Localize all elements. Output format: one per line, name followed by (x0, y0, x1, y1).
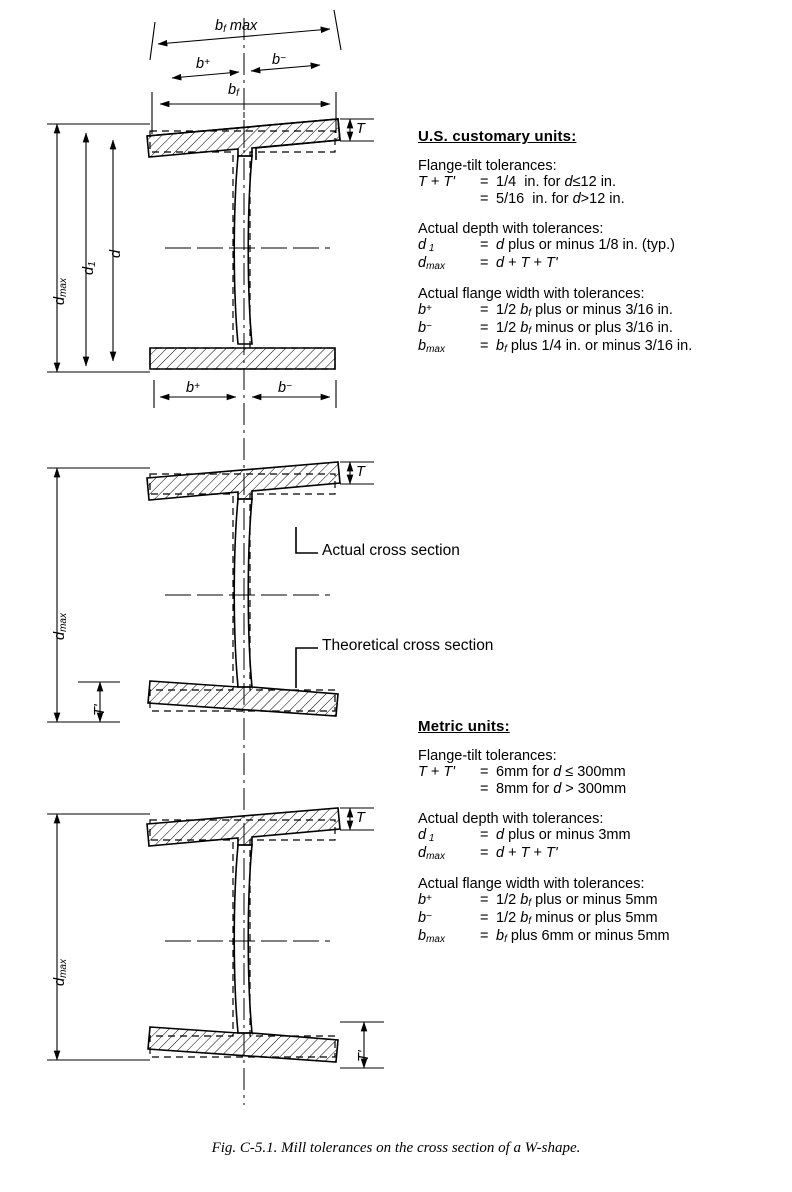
us-row-symbol (418, 191, 480, 208)
us-row-value: d plus or minus 1/8 in. (typ.) (496, 237, 675, 253)
table-row (418, 764, 626, 781)
metric-row-value: 6mm for d ≤ 300mm (496, 764, 626, 780)
label-bf: bf (228, 82, 239, 99)
metric-row-eq: = (480, 845, 489, 861)
us-customary-heading: U.S. customary units: (418, 128, 577, 145)
table-row (418, 928, 670, 946)
us-row-symbol: dmax (418, 255, 445, 272)
table-row (418, 320, 692, 338)
metric-row-symbol: dmax (418, 845, 445, 862)
label-b-plus-top: b+ (196, 56, 210, 72)
metric-row-symbol: T + T' (418, 764, 456, 780)
us-row-eq: = (480, 174, 489, 190)
metric-row-value: bf plus 6mm or minus 5mm (496, 928, 670, 945)
us-row-value: 1/2 bf minus or plus 3/16 in. (496, 320, 673, 337)
label-d-fig1: d (108, 249, 124, 258)
table-row (418, 191, 625, 208)
label-Tprime-fig2: T' (92, 704, 108, 716)
table-row (418, 237, 675, 255)
metric-row-symbol: bmax (418, 928, 445, 945)
metric-flange-tilt-title: Flange-tilt tolerances: (418, 748, 557, 764)
metric-row-value: 1/2 bf plus or minus 5mm (496, 892, 658, 909)
us-row-eq: = (480, 302, 489, 318)
us-row-symbol: b+ (418, 302, 432, 318)
label-bf-max: bf max (215, 18, 258, 35)
us-row-symbol: b− (418, 320, 432, 336)
us-row-symbol: d 1 (418, 237, 435, 254)
table-row (418, 845, 631, 863)
metric-row-eq: = (480, 764, 489, 780)
us-row-value: 1/2 bf plus or minus 3/16 in. (496, 302, 673, 319)
label-d1-fig1: d1 (81, 261, 98, 275)
metric-row-eq: = (480, 892, 489, 908)
callout-actual-cross-section: Actual cross section (322, 542, 460, 559)
metric-row-symbol: d 1 (418, 827, 435, 844)
us-row-value: 1/4 in. for d≤12 in. (496, 174, 617, 190)
us-depth-rows (418, 237, 675, 273)
metric-depth-rows (418, 827, 631, 863)
label-b-minus-top: b− (272, 52, 286, 68)
table-row (418, 781, 626, 798)
us-row-eq: = (480, 320, 489, 336)
us-row-eq: = (480, 338, 489, 354)
metric-row-symbol: b− (418, 910, 432, 926)
us-flange-tilt-title: Flange-tilt tolerances: (418, 158, 557, 174)
us-row-eq: = (480, 191, 489, 207)
table-row (418, 255, 675, 273)
metric-row-eq: = (480, 827, 489, 843)
us-flange-width-rows (418, 302, 692, 356)
metric-row-symbol: b+ (418, 892, 432, 908)
label-T-fig2: T (356, 464, 365, 480)
metric-block (418, 718, 778, 946)
table-row (418, 338, 692, 356)
us-depth-title: Actual depth with tolerances: (418, 221, 604, 237)
callout-theoretical-cross-section: Theoretical cross section (322, 637, 494, 654)
us-flange-tilt-rows (418, 174, 625, 208)
metric-heading: Metric units: (418, 718, 510, 735)
metric-row-symbol (418, 781, 480, 798)
label-dmax-fig2: dmax (52, 613, 69, 640)
metric-row-eq: = (480, 910, 489, 926)
metric-flange-width-title: Actual flange width with tolerances: (418, 876, 645, 892)
metric-depth-title: Actual depth with tolerances: (418, 811, 604, 827)
us-customary-block (418, 128, 778, 356)
label-Tprime-fig3: T' (356, 1050, 372, 1062)
label-T-fig3: T (356, 810, 365, 826)
metric-flange-width-rows (418, 892, 670, 946)
label-T-fig1: T (356, 121, 365, 137)
metric-row-eq: = (480, 928, 489, 944)
metric-row-value: 1/2 bf minus or plus 5mm (496, 910, 658, 927)
figure-caption: Fig. C-5.1. Mill tolerances on the cross section of a W-shape. (211, 1140, 581, 1156)
us-row-symbol: bmax (418, 338, 445, 355)
us-row-value: bf plus 1/4 in. or minus 3/16 in. (496, 338, 693, 355)
label-b-plus-bottom: b+ (186, 380, 200, 396)
label-dmax-fig3: dmax (52, 959, 69, 986)
us-flange-width-title: Actual flange width with tolerances: (418, 286, 645, 302)
metric-row-eq: = (480, 781, 489, 797)
metric-row-value: 8mm for d > 300mm (496, 781, 627, 797)
us-row-eq: = (480, 255, 489, 271)
us-row-value: d + T + T' (496, 255, 558, 271)
metric-flange-tilt-rows (418, 764, 626, 798)
metric-row-value: d + T + T' (496, 845, 558, 861)
label-b-minus-bottom: b− (278, 380, 292, 396)
metric-row-value: d plus or minus 3mm (496, 827, 631, 843)
table-row (418, 910, 670, 928)
table-row (418, 892, 670, 910)
us-row-symbol: T + T' (418, 174, 456, 190)
us-row-eq: = (480, 237, 489, 253)
table-row (418, 827, 631, 845)
table-row (418, 174, 625, 191)
label-dmax-fig1: dmax (52, 278, 69, 305)
us-row-value: 5/16 in. for d>12 in. (496, 191, 625, 207)
table-row (418, 302, 692, 320)
